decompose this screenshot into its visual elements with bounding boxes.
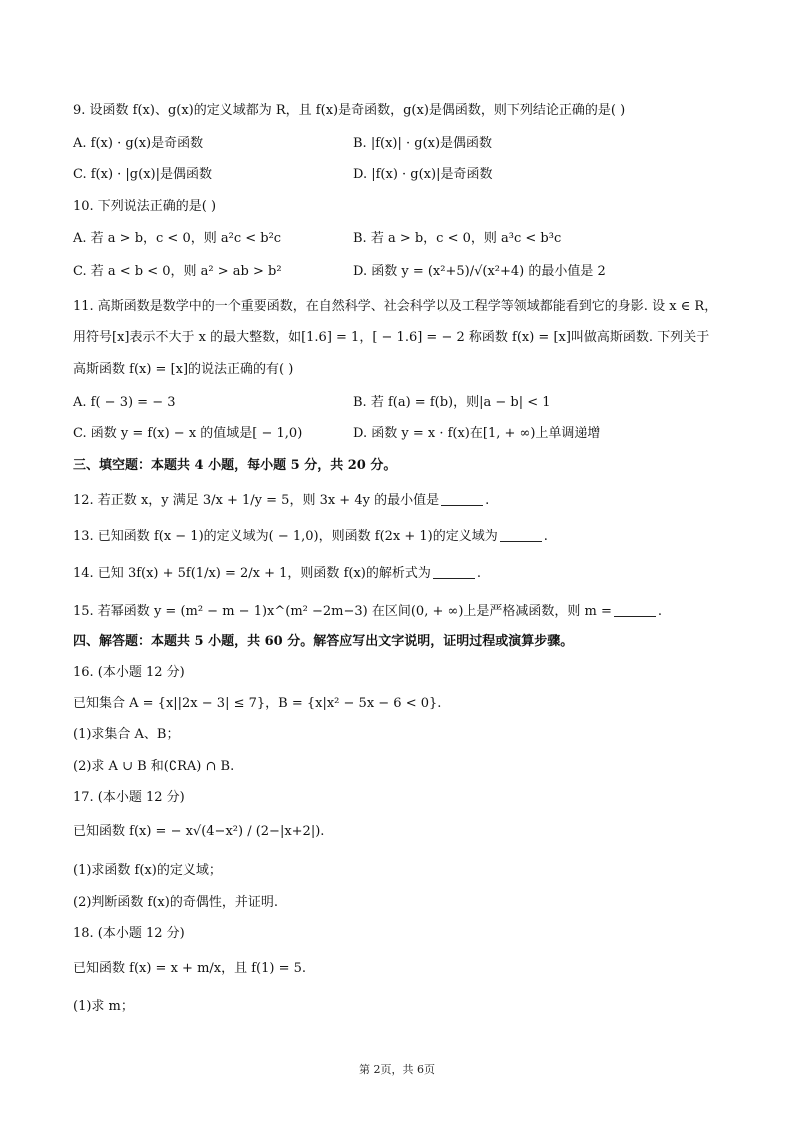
- q15-period: .: [657, 604, 663, 619]
- q9-option-d: D. |f(x) · g(x)|是奇函数: [353, 167, 493, 182]
- page-footer: 第 2页，共 6页: [359, 1063, 435, 1076]
- q11-stem-line3: 高斯函数 f(x) = [x]的说法正确的有( ): [73, 362, 294, 377]
- q14-text: 14. 已知 3f(x) + 5f(1/x) = 2/x + 1，则函数 f(x)的解析式为: [73, 566, 431, 581]
- q13: [73, 528, 754, 546]
- q15-text: 15. 若幂函数 y = (m² − m − 1)x^(m² −2m−3) 在区间(0, + ∞)上是严格减函数，则 m =: [73, 604, 612, 619]
- q10-stem: 10. 下列说法正确的是( ): [73, 199, 217, 214]
- q11-option-b: B. 若 f(a) = f(b)，则|a − b| < 1: [353, 395, 551, 410]
- q16-heading: 16. (本小题 12 分): [73, 665, 185, 680]
- q18-heading: 18. (本小题 12 分): [73, 926, 185, 941]
- q12-text: 12. 若正数 x，y 满足 3/x + 1/y = 5，则 3x + 4y 的最小值是: [73, 493, 440, 508]
- q16-part2: (2)求 A ∪ B 和(∁RA) ∩ B.: [73, 759, 235, 774]
- q18-statement: 已知函数 f(x) = x + m/x，且 f(1) = 5.: [73, 961, 307, 976]
- q11-stem-line1: 11. 高斯函数是数学中的一个重要函数，在自然科学、社会科学以及工程学等领域都能看到它的身影. 设 x ∈ R，: [73, 299, 718, 314]
- section-4-heading: 四、解答题：本题共 5 小题，共 60 分。解答应写出文字说明，证明过程或演算步骤。: [73, 634, 574, 649]
- q13-period: .: [543, 529, 548, 544]
- q14-answer-blank[interactable]: [433, 565, 475, 579]
- q12: [73, 492, 754, 510]
- q10-option-d: D. 函数 y = (x²+5)/√(x²+4) 的最小值是 2: [353, 264, 606, 279]
- q11-stem-line2: 用符号[x]表示不大于 x 的最大整数，如[1.6] = 1，[ − 1.6] = − 2 称函数 f(x) = [x]叫做高斯函数. 下列关于: [73, 330, 710, 345]
- q17-part2: (2)判断函数 f(x)的奇偶性，并证明.: [73, 895, 278, 910]
- q14: [73, 565, 754, 583]
- q13-text: 13. 已知函数 f(x − 1)的定义域为( − 1,0)，则函数 f(2x + 1)的定义域为: [73, 529, 498, 544]
- q9-stem: 9. 设函数 f(x)、g(x)的定义域都为 R，且 f(x)是奇函数，g(x)是偶函数，则下列结论正确的是( ): [73, 103, 626, 118]
- q13-answer-blank[interactable]: [500, 528, 542, 542]
- q10-option-c: C. 若 a < b < 0，则 a² > ab > b²: [73, 264, 282, 279]
- section-3-heading: 三、填空题：本题共 4 小题，每小题 5 分，共 20 分。: [73, 458, 397, 473]
- q11-option-c: C. 函数 y = f(x) − x 的值域是[ − 1,0): [73, 426, 303, 441]
- q11-option-a: A. f( − 3) = − 3: [73, 395, 176, 410]
- q17-part1: (1)求函数 f(x)的定义域；: [73, 863, 222, 878]
- q10-option-a: A. 若 a > b，c < 0，则 a²c < b²c: [73, 231, 282, 246]
- q16-part1: (1)求集合 A、B；: [73, 727, 180, 742]
- q18-part1: (1)求 m；: [73, 999, 134, 1014]
- q12-period: .: [485, 493, 490, 508]
- q17-statement: 已知函数 f(x) = − x√(4−x²) / (2−|x+2|).: [73, 824, 325, 839]
- q9-option-c: C. f(x) · |g(x)|是偶函数: [73, 167, 212, 182]
- q16-statement: 已知集合 A = {x||2x − 3| ≤ 7}，B = {x|x² − 5x − 6 < 0}.: [73, 696, 442, 711]
- q9-option-b: B. |f(x)| · g(x)是偶函数: [353, 136, 493, 151]
- q17-heading: 17. (本小题 12 分): [73, 790, 185, 805]
- q15-answer-blank[interactable]: [614, 603, 656, 617]
- q9-option-a: A. f(x) · g(x)是奇函数: [73, 136, 204, 151]
- q15: [73, 603, 754, 621]
- q14-period: .: [476, 566, 481, 581]
- q10-option-b: B. 若 a > b，c < 0，则 a³c < b³c: [353, 231, 562, 246]
- q11-option-d: D. 函数 y = x · f(x)在[1, + ∞)上单调递增: [353, 426, 601, 441]
- q12-answer-blank[interactable]: [441, 492, 483, 506]
